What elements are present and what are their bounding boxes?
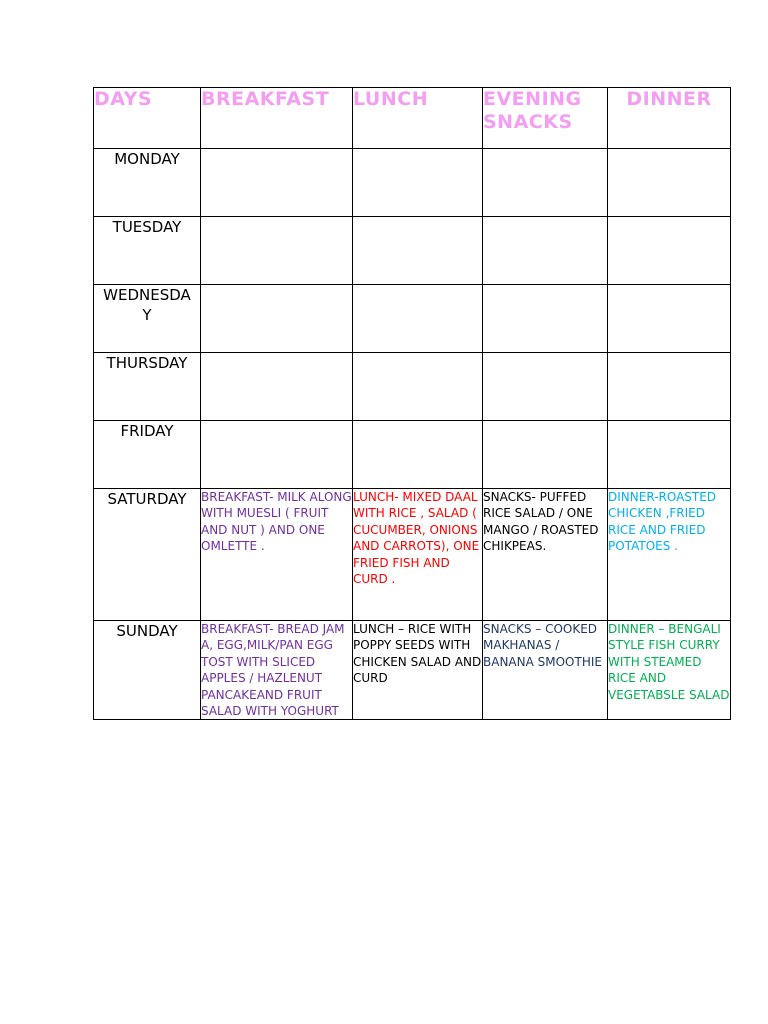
day-cell: MONDAY	[94, 149, 201, 217]
breakfast-cell	[201, 353, 353, 421]
dinner-cell	[608, 421, 731, 489]
day-cell: SUNDAY	[94, 621, 201, 720]
lunch-cell	[353, 217, 483, 285]
dinner-cell: DINNER-ROASTED CHICKEN ,FRIED RICE AND FRIED POTATOES .	[608, 489, 731, 621]
header-breakfast: BREAKFAST	[201, 88, 353, 149]
snacks-cell: SNACKS – COOKED MAKHANAS / BANANA SMOOTHIE	[483, 621, 608, 720]
snacks-cell	[483, 353, 608, 421]
snacks-cell	[483, 285, 608, 353]
header-dinner: DINNER	[608, 88, 731, 149]
lunch-cell	[353, 149, 483, 217]
header-row	[94, 88, 731, 149]
table-row-wednesday	[94, 285, 731, 353]
table-row-friday	[94, 421, 731, 489]
breakfast-cell: BREAKFAST- MILK ALONG WITH MUESLI ( FRUIT AND NUT ) AND ONE OMLETTE .	[201, 489, 353, 621]
table-row-thursday	[94, 353, 731, 421]
header-evening-snacks: EVENING SNACKS	[483, 88, 608, 149]
dinner-cell: DINNER – BENGALI STYLE FISH CURRY WITH STEAMED RICE AND VEGETABSLE SALAD	[608, 621, 731, 720]
breakfast-cell	[201, 149, 353, 217]
dinner-cell	[608, 353, 731, 421]
dinner-cell	[608, 217, 731, 285]
snacks-cell	[483, 149, 608, 217]
day-cell: TUESDAY	[94, 217, 201, 285]
snacks-cell	[483, 217, 608, 285]
lunch-cell	[353, 421, 483, 489]
lunch-cell: LUNCH – RICE WITH POPPY SEEDS WITH CHICKEN SALAD AND CURD	[353, 621, 483, 720]
breakfast-cell	[201, 217, 353, 285]
day-cell: THURSDAY	[94, 353, 201, 421]
breakfast-cell	[201, 421, 353, 489]
table-row-saturday	[94, 489, 731, 621]
dinner-cell	[608, 285, 731, 353]
table-row-monday	[94, 149, 731, 217]
day-cell: FRIDAY	[94, 421, 201, 489]
day-cell: WEDNESDAY	[94, 285, 201, 353]
table-row-sunday	[94, 621, 731, 720]
lunch-cell	[353, 285, 483, 353]
day-cell: SATURDAY	[94, 489, 201, 621]
lunch-cell: LUNCH- MIXED DAAL WITH RICE , SALAD ( CUCUMBER, ONIONS AND CARROTS), ONE FRIED FISH AND CURD .	[353, 489, 483, 621]
lunch-cell	[353, 353, 483, 421]
dinner-cell	[608, 149, 731, 217]
header-days: DAYS	[94, 88, 201, 149]
meal-plan-table	[93, 87, 731, 720]
breakfast-cell	[201, 285, 353, 353]
snacks-cell: SNACKS- PUFFED RICE SALAD / ONE MANGO / ROASTED CHIKPEAS.	[483, 489, 608, 621]
table-row-tuesday	[94, 217, 731, 285]
header-lunch: LUNCH	[353, 88, 483, 149]
snacks-cell	[483, 421, 608, 489]
breakfast-cell: BREAKFAST- BREAD JAM A, EGG,MILK/PAN EGG TOST WITH SLICED APPLES / HAZLENUT PANCAKEAND FRUIT SALAD WITH YOGHURT	[201, 621, 353, 720]
